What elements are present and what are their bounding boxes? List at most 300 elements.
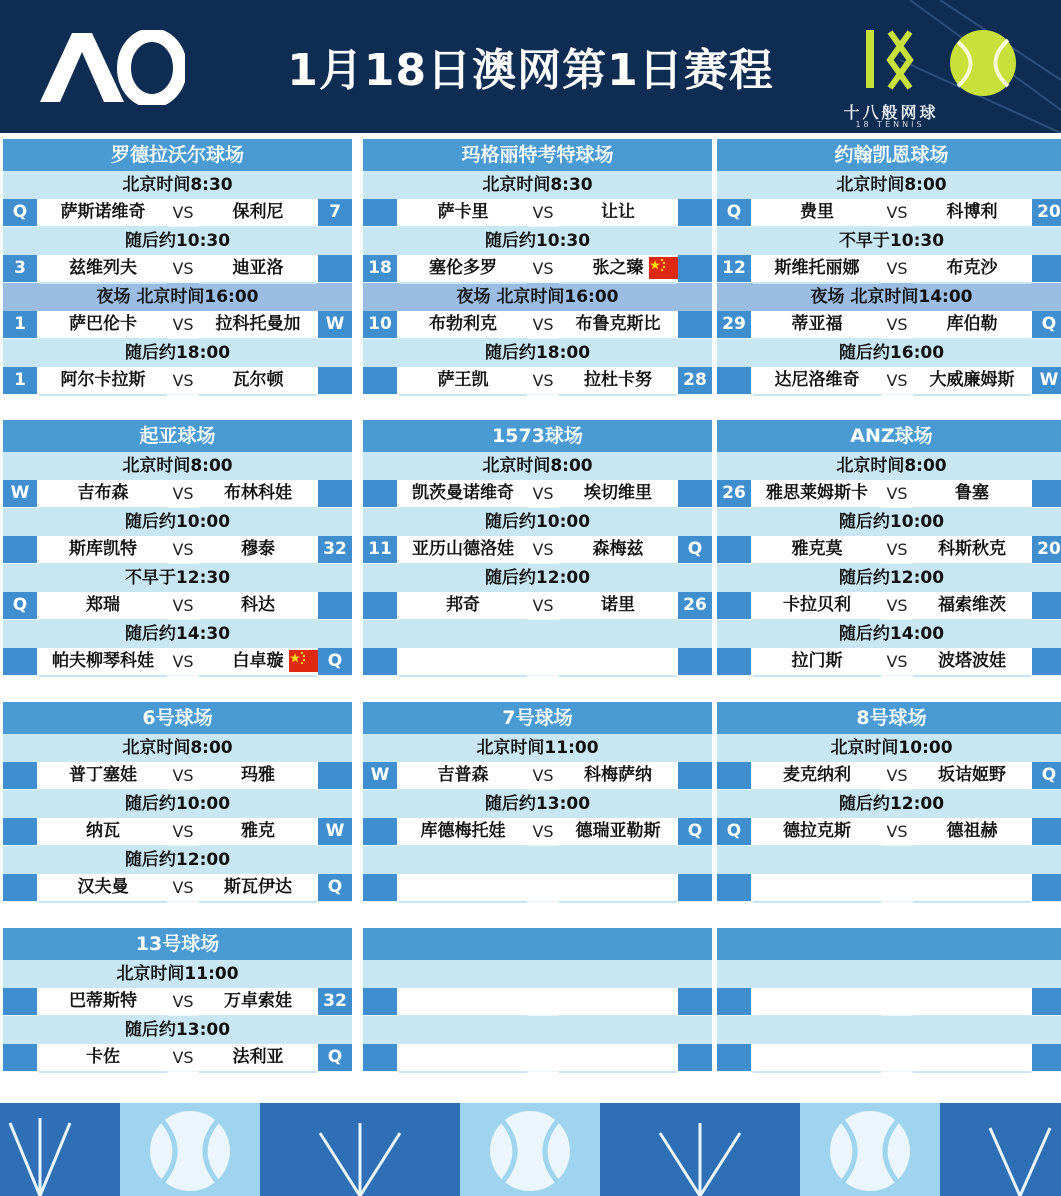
vs-label: VS — [881, 648, 913, 675]
empty-time-row — [717, 846, 1061, 874]
left-seed-badge — [717, 874, 751, 901]
right-seed-badge: 28 — [678, 367, 712, 394]
match-row — [363, 480, 712, 508]
vs-label: VS — [527, 199, 559, 226]
empty-time-row — [363, 1016, 712, 1044]
court-panel — [363, 139, 712, 395]
start-time: 随后约18:00 — [3, 339, 352, 367]
match-row — [363, 367, 712, 395]
left-seed-badge: 29 — [717, 311, 751, 338]
match-row — [717, 311, 1061, 339]
left-player-name: 阿尔卡拉斯 — [39, 367, 167, 396]
start-time: 北京时间8:30 — [363, 171, 712, 199]
left-seed-badge — [363, 874, 397, 901]
vs-label — [527, 648, 559, 675]
vs-label — [527, 1044, 559, 1071]
match-row — [363, 818, 712, 846]
match-row — [3, 311, 352, 339]
start-time: 随后约12:00 — [3, 846, 352, 874]
match-row — [717, 818, 1061, 846]
match-row — [363, 648, 712, 676]
left-seed-badge — [363, 480, 397, 507]
left-seed-badge: 3 — [3, 255, 37, 282]
left-seed-badge: W — [363, 762, 397, 789]
court-panel — [717, 928, 1061, 1072]
empty-time-row — [363, 960, 712, 988]
court-panel — [717, 420, 1061, 676]
right-player-name: 瓦尔顿 — [199, 367, 317, 396]
right-player-name — [913, 988, 1031, 1017]
left-player-name: 萨卡里 — [399, 199, 527, 228]
vs-label: VS — [527, 536, 559, 563]
left-seed-badge — [3, 874, 37, 901]
match-row — [717, 199, 1061, 227]
left-seed-badge: 1 — [3, 367, 37, 394]
left-player-name: 达尼洛维奇 — [753, 367, 881, 396]
right-seed-badge — [318, 367, 352, 394]
right-player-name: 诺里 — [559, 592, 677, 621]
left-seed-badge — [363, 592, 397, 619]
right-player-name: 万卓索娃 — [199, 988, 317, 1017]
vs-label: VS — [881, 255, 913, 282]
start-time: 随后约10:30 — [363, 227, 712, 255]
court-title — [717, 928, 1061, 960]
match-row — [3, 367, 352, 395]
vs-label: VS — [527, 818, 559, 845]
court-title: 罗德拉沃尔球场 — [3, 139, 352, 171]
left-player-name — [399, 1044, 527, 1073]
vs-label: VS — [527, 592, 559, 619]
right-player-name: 拉杜卡努 — [559, 367, 677, 396]
right-seed-badge: Q — [318, 648, 352, 675]
right-seed-badge — [678, 255, 712, 282]
left-seed-badge: 12 — [717, 255, 751, 282]
vs-label: VS — [167, 199, 199, 226]
match-row — [363, 536, 712, 564]
vs-label: VS — [527, 367, 559, 394]
match-row — [717, 1044, 1061, 1072]
left-seed-badge: Q — [717, 818, 751, 845]
left-player-name: 萨巴伦卡 — [39, 311, 167, 340]
left-player-name: 郑瑞 — [39, 592, 167, 621]
right-seed-badge: Q — [318, 1044, 352, 1071]
right-player-name: 布林科娃 — [199, 480, 317, 509]
court-title: 约翰凯恩球场 — [717, 139, 1061, 171]
start-time: 随后约12:00 — [717, 564, 1061, 592]
left-player-name: 凯茨曼诺维奇 — [399, 480, 527, 509]
court-panel — [3, 928, 352, 1072]
left-seed-badge — [717, 1044, 751, 1071]
right-player-name — [559, 988, 677, 1017]
left-seed-badge — [363, 367, 397, 394]
start-time: 随后约13:00 — [3, 1016, 352, 1044]
court-panel — [363, 928, 712, 1072]
vs-label: VS — [167, 818, 199, 845]
right-seed-badge — [1032, 874, 1061, 901]
left-player-name: 麦克纳利 — [753, 762, 881, 791]
left-seed-badge: Q — [3, 592, 37, 619]
match-row — [717, 480, 1061, 508]
right-seed-badge: Q — [678, 818, 712, 845]
court-title: 8号球场 — [717, 702, 1061, 734]
vs-label — [881, 1044, 913, 1071]
brand-subtitle: 18 TENNIS — [855, 120, 925, 129]
right-player-name: 斯瓦伊达 — [199, 874, 317, 903]
vs-label: VS — [527, 255, 559, 282]
vs-label: VS — [881, 818, 913, 845]
start-time: 北京时间8:00 — [363, 452, 712, 480]
match-row — [3, 592, 352, 620]
right-player-name: 坂诘姬野 — [913, 762, 1031, 791]
right-player-name: 科斯秋克 — [913, 536, 1031, 565]
left-player-name: 兹维列夫 — [39, 255, 167, 284]
right-player-name — [559, 1044, 677, 1073]
left-seed-badge — [363, 988, 397, 1015]
left-seed-badge — [3, 818, 37, 845]
right-player-name — [913, 874, 1031, 903]
left-seed-badge: Q — [717, 199, 751, 226]
vs-label: VS — [167, 367, 199, 394]
empty-time-row — [363, 620, 712, 648]
start-time: 随后约12:00 — [717, 790, 1061, 818]
left-player-name — [399, 648, 527, 677]
match-row — [363, 762, 712, 790]
court-title: 6号球场 — [3, 702, 352, 734]
tennis-ball-icon — [948, 28, 1018, 98]
right-seed-badge — [1032, 988, 1061, 1015]
start-time: 不早于10:30 — [717, 227, 1061, 255]
right-player-name: 迪亚洛 — [199, 255, 317, 284]
left-seed-badge: 11 — [363, 536, 397, 563]
right-seed-badge — [318, 480, 352, 507]
start-time: 北京时间8:00 — [717, 452, 1061, 480]
vs-label: VS — [527, 311, 559, 338]
left-player-name — [399, 988, 527, 1017]
vs-label: VS — [881, 480, 913, 507]
left-player-name: 萨王凯 — [399, 367, 527, 396]
left-player-name: 费里 — [753, 199, 881, 228]
right-player-name: 玛雅 — [199, 762, 317, 791]
start-time: 北京时间8:00 — [3, 734, 352, 762]
left-player-name — [753, 1044, 881, 1073]
right-seed-badge: Q — [1032, 311, 1061, 338]
right-seed-badge — [678, 311, 712, 338]
vs-label: VS — [167, 988, 199, 1015]
left-player-name: 德拉克斯 — [753, 818, 881, 847]
match-row — [3, 480, 352, 508]
vs-label: VS — [167, 536, 199, 563]
right-player-name: 布鲁克斯比 — [559, 311, 677, 340]
right-player-name: 埃切维里 — [559, 480, 677, 509]
right-seed-badge — [1032, 1044, 1061, 1071]
left-seed-badge — [717, 988, 751, 1015]
right-seed-badge — [318, 592, 352, 619]
match-row — [3, 255, 352, 283]
header — [0, 0, 1061, 133]
vs-label: VS — [167, 1044, 199, 1071]
court-title: 玛格丽特考特球场 — [363, 139, 712, 171]
right-player-name: 拉科托曼加 — [199, 311, 317, 340]
right-seed-badge: 26 — [678, 592, 712, 619]
left-seed-badge — [3, 988, 37, 1015]
brand-name: 十八般网球 — [843, 103, 939, 122]
court-title: ANZ球场 — [717, 420, 1061, 452]
right-player-name: 德祖赫 — [913, 818, 1031, 847]
left-player-name — [399, 874, 527, 903]
right-seed-badge — [678, 480, 712, 507]
left-player-name: 布勃利克 — [399, 311, 527, 340]
right-player-name: 科梅萨纳 — [559, 762, 677, 791]
vs-label: VS — [881, 536, 913, 563]
match-row — [3, 988, 352, 1016]
right-player-name — [559, 648, 677, 677]
start-time: 随后约16:00 — [717, 339, 1061, 367]
left-seed-badge: 18 — [363, 255, 397, 282]
left-player-name: 库德梅托娃 — [399, 818, 527, 847]
start-time: 北京时间8:00 — [3, 452, 352, 480]
match-row — [717, 648, 1061, 676]
start-time: 北京时间8:30 — [3, 171, 352, 199]
start-time: 随后约18:00 — [363, 339, 712, 367]
match-row — [363, 874, 712, 902]
court-panel — [363, 702, 712, 902]
right-seed-badge — [678, 1044, 712, 1071]
night-session-time: 夜场 北京时间16:00 — [3, 283, 352, 311]
left-player-name — [753, 988, 881, 1017]
left-player-name: 邦奇 — [399, 592, 527, 621]
vs-label: VS — [167, 480, 199, 507]
left-seed-badge — [717, 648, 751, 675]
right-seed-badge — [678, 199, 712, 226]
right-seed-badge: 32 — [318, 988, 352, 1015]
left-player-name: 汉夫曼 — [39, 874, 167, 903]
left-player-name: 巴蒂斯特 — [39, 988, 167, 1017]
start-time: 北京时间10:00 — [717, 734, 1061, 762]
right-seed-badge — [1032, 480, 1061, 507]
right-player-name — [913, 1044, 1031, 1073]
right-seed-badge — [1032, 818, 1061, 845]
match-row — [363, 311, 712, 339]
vs-label: VS — [881, 592, 913, 619]
vs-label — [527, 988, 559, 1015]
start-time: 北京时间11:00 — [3, 960, 352, 988]
right-player-name: 布克沙 — [913, 255, 1031, 284]
left-seed-badge — [363, 818, 397, 845]
start-time: 随后约10:30 — [3, 227, 352, 255]
match-row — [363, 255, 712, 283]
vs-label: VS — [881, 199, 913, 226]
right-seed-badge — [678, 762, 712, 789]
match-row — [363, 199, 712, 227]
right-player-name: 森梅兹 — [559, 536, 677, 565]
court-panel — [717, 139, 1061, 395]
match-row — [3, 818, 352, 846]
left-seed-badge: W — [3, 480, 37, 507]
start-time: 北京时间11:00 — [363, 734, 712, 762]
vs-label: VS — [881, 367, 913, 394]
empty-time-row — [717, 960, 1061, 988]
court-panel — [3, 702, 352, 902]
left-player-name: 塞伦多罗 — [399, 255, 527, 284]
right-player-name: 让让 — [559, 199, 677, 228]
empty-time-row — [363, 846, 712, 874]
left-seed-badge: Q — [3, 199, 37, 226]
right-seed-badge: Q — [318, 874, 352, 901]
left-player-name: 斯维托丽娜 — [753, 255, 881, 284]
vs-label: VS — [527, 480, 559, 507]
court-title: 13号球场 — [3, 928, 352, 960]
right-player-name: 保利尼 — [199, 199, 317, 228]
court-title: 起亚球场 — [3, 420, 352, 452]
page-title: 1月18日澳网第1日赛程 — [287, 45, 774, 96]
right-seed-badge: W — [318, 818, 352, 845]
right-seed-badge: W — [318, 311, 352, 338]
right-seed-badge: 7 — [318, 199, 352, 226]
right-player-name: 白卓璇 — [199, 648, 317, 677]
left-player-name: 蒂亚福 — [753, 311, 881, 340]
left-seed-badge — [3, 648, 37, 675]
right-seed-badge — [1032, 592, 1061, 619]
left-player-name: 卡拉贝利 — [753, 592, 881, 621]
start-time: 随后约13:00 — [363, 790, 712, 818]
right-seed-badge — [1032, 648, 1061, 675]
left-player-name: 纳瓦 — [39, 818, 167, 847]
left-seed-badge — [363, 648, 397, 675]
right-player-name: 福索维茨 — [913, 592, 1031, 621]
start-time: 随后约10:00 — [3, 790, 352, 818]
start-time: 随后约10:00 — [717, 508, 1061, 536]
right-player-name — [559, 874, 677, 903]
court-panel — [3, 139, 352, 395]
left-seed-badge: 10 — [363, 311, 397, 338]
start-time: 随后约12:00 — [363, 564, 712, 592]
vs-label: VS — [167, 255, 199, 282]
match-row — [3, 762, 352, 790]
left-seed-badge — [717, 592, 751, 619]
night-session-time: 夜场 北京时间14:00 — [717, 283, 1061, 311]
court-panel — [3, 420, 352, 676]
start-time: 随后约14:30 — [3, 620, 352, 648]
court-panel — [717, 702, 1061, 902]
match-row — [3, 648, 352, 676]
right-player-name: 科博利 — [913, 199, 1031, 228]
vs-label — [881, 874, 913, 901]
match-row — [717, 762, 1061, 790]
vs-label — [881, 988, 913, 1015]
left-player-name — [753, 874, 881, 903]
left-player-name: 拉门斯 — [753, 648, 881, 677]
vs-label: VS — [881, 762, 913, 789]
night-session-time: 夜场 北京时间16:00 — [363, 283, 712, 311]
match-row — [717, 536, 1061, 564]
start-time: 随后约10:00 — [363, 508, 712, 536]
left-player-name: 萨斯诺维奇 — [39, 199, 167, 228]
match-row — [363, 988, 712, 1016]
vs-label: VS — [167, 648, 199, 675]
left-seed-badge — [717, 367, 751, 394]
left-player-name: 帕夫柳琴科娃 — [39, 648, 167, 677]
right-player-name: 波塔波娃 — [913, 648, 1031, 677]
left-seed-badge — [363, 199, 397, 226]
china-flag-icon — [649, 257, 679, 279]
court-title: 1573球场 — [363, 420, 712, 452]
right-player-name: 大威廉姆斯 — [913, 367, 1031, 396]
vs-label: VS — [167, 311, 199, 338]
vs-label — [527, 874, 559, 901]
vs-label: VS — [167, 592, 199, 619]
left-player-name: 吉布森 — [39, 480, 167, 509]
match-row — [717, 874, 1061, 902]
empty-time-row — [717, 1016, 1061, 1044]
left-seed-badge — [717, 762, 751, 789]
footer-pattern — [0, 1103, 1061, 1196]
court-panel — [363, 420, 712, 676]
right-seed-badge: 20 — [1032, 536, 1061, 563]
right-player-name: 库伯勒 — [913, 311, 1031, 340]
start-time: 不早于12:30 — [3, 564, 352, 592]
vs-label: VS — [881, 311, 913, 338]
right-seed-badge: 32 — [318, 536, 352, 563]
court-title — [363, 928, 712, 960]
right-seed-badge: Q — [1032, 762, 1061, 789]
left-player-name: 亚历山德洛娃 — [399, 536, 527, 565]
match-row — [3, 536, 352, 564]
right-player-name: 德瑞亚勒斯 — [559, 818, 677, 847]
left-seed-badge — [3, 536, 37, 563]
match-row — [3, 1044, 352, 1072]
right-seed-badge — [678, 874, 712, 901]
left-player-name: 卡佐 — [39, 1044, 167, 1073]
left-player-name: 吉普森 — [399, 762, 527, 791]
right-player-name: 张之臻 — [559, 255, 677, 284]
vs-label: VS — [167, 762, 199, 789]
match-row — [3, 199, 352, 227]
right-seed-badge: 20 — [1032, 199, 1061, 226]
left-player-name: 斯库凯特 — [39, 536, 167, 565]
right-player-name: 鲁塞 — [913, 480, 1031, 509]
left-player-name: 雅克莫 — [753, 536, 881, 565]
left-player-name: 雅思莱姆斯卡 — [753, 480, 881, 509]
match-row — [363, 592, 712, 620]
right-player-name: 法利亚 — [199, 1044, 317, 1073]
left-seed-badge: 1 — [3, 311, 37, 338]
right-player-name: 雅克 — [199, 818, 317, 847]
match-row — [717, 255, 1061, 283]
vs-label: VS — [167, 874, 199, 901]
start-time: 随后约10:00 — [3, 508, 352, 536]
right-seed-badge — [678, 648, 712, 675]
right-seed-badge: W — [1032, 367, 1061, 394]
right-seed-badge: Q — [678, 536, 712, 563]
start-time: 北京时间8:00 — [717, 171, 1061, 199]
right-player-name: 科达 — [199, 592, 317, 621]
right-seed-badge — [678, 988, 712, 1015]
match-row — [717, 988, 1061, 1016]
left-player-name: 普丁塞娃 — [39, 762, 167, 791]
footer-decoration — [0, 1103, 1061, 1196]
left-seed-badge — [3, 1044, 37, 1071]
match-row — [717, 592, 1061, 620]
start-time: 随后约14:00 — [717, 620, 1061, 648]
vs-label: VS — [527, 762, 559, 789]
match-row — [717, 367, 1061, 395]
match-row — [363, 1044, 712, 1072]
china-flag-icon — [289, 650, 319, 672]
right-seed-badge — [318, 255, 352, 282]
left-seed-badge — [363, 1044, 397, 1071]
court-title: 7号球场 — [363, 702, 712, 734]
right-player-name: 穆泰 — [199, 536, 317, 565]
